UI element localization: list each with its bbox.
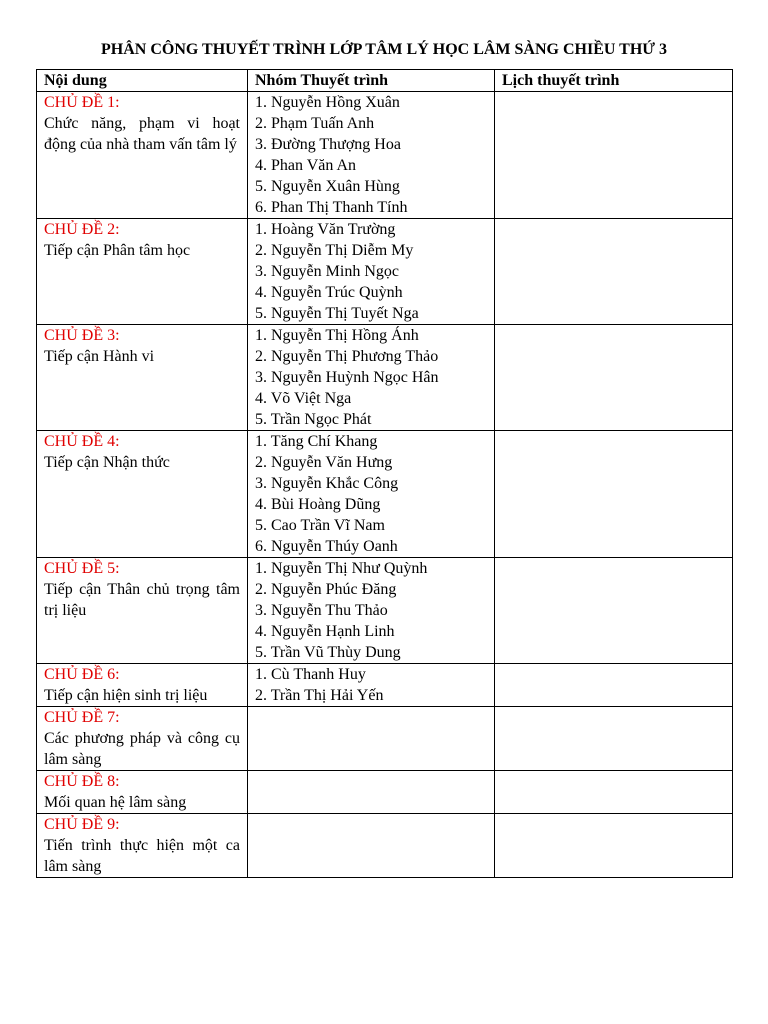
group-cell <box>248 814 495 878</box>
group-cell <box>248 431 495 558</box>
group-member: 2. Nguyễn Văn Hưng <box>255 454 393 471</box>
topic-cell <box>37 92 248 219</box>
topic-cell <box>37 707 248 771</box>
schedule-cell <box>495 431 733 558</box>
topic-row <box>37 325 733 431</box>
group-member: 2. Nguyễn Thị Diễm My <box>255 242 414 259</box>
topic-title: Chức năng, phạm vi hoạt động của nhà tham vấn tâm lý <box>44 115 240 153</box>
group-member: 6. Phan Thị Thanh Tính <box>255 199 408 216</box>
topic-row <box>37 771 733 814</box>
header-group: Nhóm Thuyết trình <box>248 70 495 92</box>
topic-row <box>37 92 733 219</box>
schedule-cell <box>495 707 733 771</box>
group-member: 5. Nguyễn Xuân Hùng <box>255 178 400 195</box>
group-member: 5. Cao Trần Vĩ Nam <box>255 517 385 534</box>
topic-label: CHỦ ĐỀ 8: <box>44 773 120 790</box>
schedule-cell <box>495 814 733 878</box>
group-cell <box>248 707 495 771</box>
group-member: 4. Phan Văn An <box>255 157 357 174</box>
topic-row <box>37 814 733 878</box>
topic-cell <box>37 664 248 707</box>
topic-row <box>37 707 733 771</box>
group-member: 5. Trần Ngọc Phát <box>255 411 372 428</box>
topic-label: CHỦ ĐỀ 2: <box>44 221 120 238</box>
schedule-cell <box>495 219 733 325</box>
topic-title: Các phương pháp và công cụ lâm sàng <box>44 730 240 768</box>
group-member: 5. Nguyễn Thị Tuyết Nga <box>255 305 419 322</box>
topic-cell <box>37 431 248 558</box>
group-member: 3. Nguyễn Thu Thảo <box>255 602 388 619</box>
schedule-cell <box>495 92 733 219</box>
topic-title: Tiếp cận hiện sinh trị liệu <box>44 687 208 704</box>
group-member: 3. Nguyễn Minh Ngọc <box>255 263 399 280</box>
schedule-cell <box>495 558 733 664</box>
group-member: 2. Phạm Tuấn Anh <box>255 115 375 132</box>
schedule-cell <box>495 325 733 431</box>
group-member: 1. Nguyễn Thị Hồng Ánh <box>255 327 419 344</box>
group-member: 6. Nguyễn Thúy Oanh <box>255 538 398 555</box>
group-member: 1. Nguyễn Thị Như Quỳnh <box>255 560 428 577</box>
table-body <box>37 92 733 878</box>
topic-label: CHỦ ĐỀ 3: <box>44 327 120 344</box>
group-member: 5. Trần Vũ Thùy Dung <box>255 644 401 661</box>
group-cell <box>248 219 495 325</box>
assignment-table <box>36 69 733 878</box>
group-cell <box>248 771 495 814</box>
group-member: 2. Trần Thị Hải Yến <box>255 687 384 704</box>
topic-cell <box>37 325 248 431</box>
topic-label: CHỦ ĐỀ 5: <box>44 560 120 577</box>
group-cell <box>248 325 495 431</box>
topic-title: Tiếp cận Nhận thức <box>44 454 170 471</box>
topic-cell <box>37 558 248 664</box>
topic-title: Tiến trình thực hiện một ca lâm sàng <box>44 837 240 875</box>
topic-label: CHỦ ĐỀ 6: <box>44 666 120 683</box>
topic-title: Tiếp cận Hành vi <box>44 348 155 365</box>
topic-row <box>37 219 733 325</box>
group-member: 1. Nguyễn Hồng Xuân <box>255 94 400 111</box>
topic-cell <box>37 219 248 325</box>
group-member: 3. Nguyễn Khắc Công <box>255 475 399 492</box>
topic-label: CHỦ ĐỀ 4: <box>44 433 120 450</box>
group-cell <box>248 664 495 707</box>
header-schedule: Lịch thuyết trình <box>495 70 733 92</box>
topic-row <box>37 431 733 558</box>
group-member: 1. Tăng Chí Khang <box>255 433 378 450</box>
topic-title: Tiếp cận Thân chủ trọng tâm trị liệu <box>44 581 240 619</box>
group-member: 1. Cù Thanh Huy <box>255 666 366 683</box>
topic-label: CHỦ ĐỀ 9: <box>44 816 120 833</box>
group-member: 2. Nguyễn Thị Phương Thảo <box>255 348 439 365</box>
group-member: 4. Bùi Hoàng Dũng <box>255 496 381 513</box>
group-member: 3. Đường Thượng Hoa <box>255 136 401 153</box>
table-header-row <box>37 70 733 92</box>
schedule-cell <box>495 771 733 814</box>
topic-cell <box>37 771 248 814</box>
topic-cell <box>37 814 248 878</box>
page-title: PHÂN CÔNG THUYẾT TRÌNH LỚP TÂM LÝ HỌC LÂM SÀNG CHIỀU THỨ 3 <box>101 41 667 58</box>
group-member: 4. Nguyễn Trúc Quỳnh <box>255 284 403 301</box>
topic-title: Tiếp cận Phân tâm học <box>44 242 191 259</box>
group-member: 4. Nguyễn Hạnh Linh <box>255 623 395 640</box>
header-content: Nội dung <box>37 70 248 92</box>
topic-label: CHỦ ĐỀ 7: <box>44 709 120 726</box>
group-cell <box>248 92 495 219</box>
group-member: 4. Võ Việt Nga <box>255 390 352 407</box>
topic-title: Mối quan hệ lâm sàng <box>44 794 187 811</box>
topic-row <box>37 664 733 707</box>
group-member: 3. Nguyễn Huỳnh Ngọc Hân <box>255 369 439 386</box>
group-cell <box>248 558 495 664</box>
schedule-cell <box>495 664 733 707</box>
topic-label: CHỦ ĐỀ 1: <box>44 94 120 111</box>
group-member: 2. Nguyễn Phúc Đăng <box>255 581 397 598</box>
topic-row <box>37 558 733 664</box>
group-member: 1. Hoàng Văn Trường <box>255 221 396 238</box>
